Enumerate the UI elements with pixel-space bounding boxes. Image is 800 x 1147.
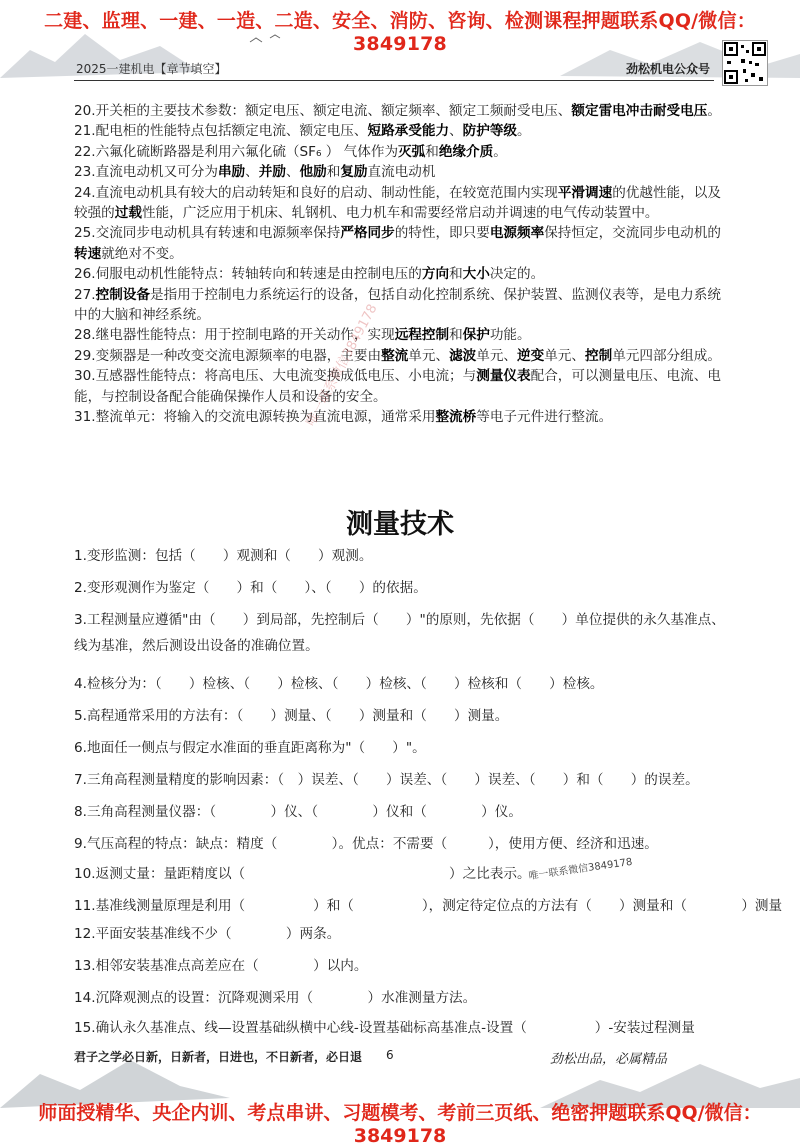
note-text: 等电子元件进行整流。 — [476, 409, 613, 426]
note-text: 单元、 — [544, 347, 585, 364]
question-6: 6.地面任一侧点与假定水准面的垂直距离称为"（ ）"。 — [74, 740, 426, 756]
note-text: 22.六氟化硫断路器是利用六氟化硫（SF₆ ） 气体作为 — [74, 143, 399, 160]
key-term: 复励 — [340, 164, 368, 181]
question-11: 11.基准线测量原理是利用（ ）和（ ），测定待定位点的方法有（ ）测量和（ ）测量 — [74, 898, 783, 914]
note-text: 26.伺服电动机性能特点：转轴转向和转速是由控制电压的 — [74, 266, 422, 283]
key-term: 控制 — [585, 347, 613, 364]
key-term: 串励 — [217, 164, 246, 181]
note-text: 是指用于控制电力系统运行的设备，包括自动化控制系统、保护装置、监测仪表等，是电力系统中的大脑和神经系统。 — [74, 286, 721, 324]
top-promo-banner: 二建、监理、一建、一造、二造、安全、消防、咨询、检测课程押题联系QQ/微信：3849178 — [44, 10, 756, 55]
key-term: 远程控制 — [394, 327, 450, 344]
question-14: 14.沉降观测点的设置：沉降观测采用（ ）水准测量方法。 — [74, 990, 477, 1006]
note-text: 性能，广泛应用于机床、轧钢机、电力机车和需要经常启动并调速的电气传动装置中。 — [141, 205, 659, 222]
note-text: 24.直流电动机具有较大的启动转矩和良好的启动、制动性能，在较宽范围内实现 — [74, 184, 558, 201]
note-item — [74, 366, 724, 407]
note-text: 的优越性能，以及较强的 — [74, 184, 721, 222]
question-3: 3.工程测量应遵循"由（ ）到局部，先控制后（ ）"的原则，先依据（ ）单位提供的永久基准点、 — [74, 612, 725, 628]
question-3-cont: 线为基准，然后测设出设备的准确位置。 — [74, 638, 319, 654]
note-text: 。 — [517, 123, 531, 140]
question-2: 2.变形观测作为鉴定（ ）和（ ）、（ ）的依据。 — [74, 580, 427, 596]
key-term: 灭弧 — [398, 143, 426, 160]
key-term: 整流桥 — [435, 409, 477, 426]
contact-stamp: 唯一联系微信3849178 — [528, 856, 634, 883]
note-text: 27. — [74, 286, 96, 303]
note-item — [74, 183, 724, 224]
key-term: 控制设备 — [95, 286, 150, 303]
key-term: 绝缘介质 — [438, 143, 494, 160]
header-divider — [74, 80, 714, 81]
note-text: 和 — [449, 266, 463, 283]
key-term: 电源频率 — [489, 225, 545, 242]
note-text: 单元四部分组成。 — [612, 347, 721, 364]
key-term: 滤波 — [449, 347, 477, 364]
note-text: 。 — [707, 103, 721, 119]
question-13: 13.相邻安装基准点高差应在（ ）以内。 — [74, 958, 368, 974]
note-text: 单元、 — [476, 347, 518, 364]
note-text: 直流电动机 — [367, 164, 436, 181]
question-5: 5.高程通常采用的方法有：（ ）测量、（ ）测量和（ ）测量。 — [74, 708, 509, 724]
note-item — [74, 142, 724, 162]
key-term: 保护 — [462, 327, 490, 344]
note-text: 28.继电器性能特点：用于控制电路的开关动作，实现 — [74, 327, 395, 344]
note-text: 和 — [425, 143, 439, 160]
upper-notes-block — [74, 101, 724, 428]
note-text: 、 — [245, 164, 259, 181]
note-text: 、 — [449, 123, 463, 140]
bottom-promo-banner: 师面授精华、央企内训、考点串讲、习题模考、考前三页纸、绝密押题联系QQ/微信：3849178 — [38, 1102, 762, 1147]
header-account-name: 劲松机电公众号 — [626, 62, 711, 76]
key-term: 平滑调速 — [557, 184, 613, 201]
question-7: 7.三角高程测量精度的影响因素：（ ）误差、（ ）误差、（ ）误差、（ ）和（ ）的误差。 — [74, 772, 699, 788]
key-term: 他励 — [299, 164, 327, 181]
note-text: 的特性，即只要 — [394, 225, 490, 242]
question-8: 8.三角高程测量仪器：（ ）仪、（ ）仪和（ ）仪。 — [74, 804, 522, 820]
note-item — [74, 407, 724, 427]
note-text: 和 — [326, 164, 341, 181]
note-text: 和 — [449, 327, 463, 344]
note-text: 21.配电柜的性能特点包括额定电流、额定电压、 — [74, 123, 368, 140]
question-1: 1.变形监测：包括（ ）观测和（ ）观测。 — [74, 548, 373, 564]
note-text: 功能。 — [489, 327, 531, 344]
question-9: 9.气压高程的特点：缺点：精度（ ）。优点：不需要（ ），使用方便、经济和迅速。 — [74, 836, 658, 852]
key-term: 防护等级 — [462, 123, 518, 140]
question-4: 4.检核分为：（ ）检核、（ ）检核、（ ）检核、（ ）检核和（ ）检核。 — [74, 676, 604, 692]
note-text: 20.开关柜的主要技术参数：额定电压、额定电流、额定频率、额定工频耐受电压、 — [74, 103, 572, 119]
key-term: 转速 — [74, 245, 102, 262]
key-term: 过载 — [114, 205, 142, 222]
qr-code-icon — [722, 40, 768, 86]
footer-motto: 君子之学必日新，日新者，日进也，不日新者，必日退 — [74, 1050, 363, 1064]
key-term: 逆变 — [517, 347, 545, 364]
key-term: 整流 — [381, 347, 409, 364]
note-item — [74, 264, 724, 284]
question-15: 15.确认永久基准点、线—设置基础纵横中心线-设置基础标高基准点-设置（ ）-安装过程测量 — [74, 1020, 695, 1036]
section-title: 测量技术 — [346, 509, 454, 540]
key-term: 额定雷电冲击耐受电压 — [571, 103, 708, 119]
diagonal-watermark: 唯一联系微信3849178 — [303, 301, 381, 429]
note-text: 31.整流单元：将输入的交流电源转换为直流电源，通常采用 — [74, 409, 436, 426]
key-term: 严格同步 — [340, 225, 395, 242]
note-item — [74, 285, 724, 326]
footer-slogan: 劲松出品，必属精品 — [550, 1052, 668, 1067]
key-term: 方向 — [421, 266, 450, 283]
note-text: 单元、 — [408, 347, 450, 364]
note-text: 25.交流同步电动机具有转速和电源频率保持 — [74, 225, 341, 242]
note-item — [74, 162, 724, 182]
note-item — [74, 346, 724, 366]
page-number: 6 — [386, 1048, 394, 1062]
key-term: 短路承受能力 — [367, 123, 450, 140]
key-term: 并励 — [258, 164, 286, 181]
note-text: 保持恒定，交流同步电动机的 — [544, 225, 721, 242]
header-course-title: 2025一建机电【章节填空】 — [76, 62, 227, 76]
note-text: 决定的。 — [489, 266, 545, 283]
question-12: 12.平面安装基准线不少（ ）两条。 — [74, 926, 341, 942]
key-term: 测量仪表 — [476, 368, 531, 385]
note-text: 29.变频器是一种改变交流电源频率的电器，主要由 — [74, 347, 382, 364]
note-text: 配合，可以测量电压、电流、电能，与控制设备配合能确保操作人员和设备的安全。 — [74, 368, 721, 405]
note-item — [74, 223, 724, 264]
note-item — [74, 121, 724, 141]
note-text: 30.互感器性能特点：将高电压、大电流变换成低电压、小电流；与 — [74, 368, 477, 385]
question-10: 10.返测丈量：量距精度以（ ）之比表示。 — [74, 866, 531, 882]
note-text: 就绝对不变。 — [101, 245, 183, 262]
note-text: 23.直流电动机又可分为 — [74, 164, 218, 181]
note-item — [74, 325, 724, 345]
note-text: 、 — [285, 164, 300, 181]
note-text: 。 — [493, 143, 507, 160]
key-term: 大小 — [462, 266, 490, 283]
note-item — [74, 101, 724, 121]
